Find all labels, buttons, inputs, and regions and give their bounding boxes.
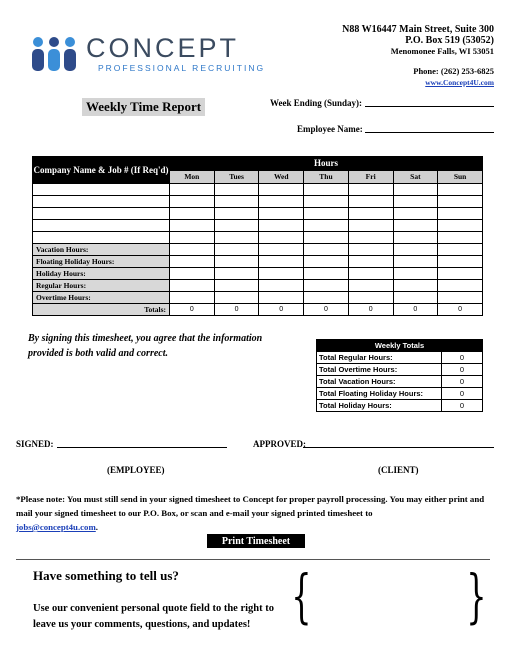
hours-cell[interactable] — [214, 268, 259, 280]
hours-cell[interactable] — [170, 196, 215, 208]
hours-cell[interactable] — [438, 208, 483, 220]
hours-cell[interactable] — [438, 244, 483, 256]
day-header: Sat — [393, 170, 438, 184]
left-brace-icon: { — [291, 562, 312, 630]
day-header: Thu — [304, 170, 349, 184]
weekly-total-label: Total Holiday Hours: — [317, 400, 442, 412]
hours-cell[interactable] — [170, 280, 215, 292]
section-divider — [16, 559, 490, 560]
hours-cell[interactable] — [304, 184, 349, 196]
hours-cell[interactable] — [214, 256, 259, 268]
feedback-title: Have something to tell us? — [33, 568, 179, 583]
contact-info — [413, 66, 494, 88]
company-job-cell[interactable] — [33, 232, 170, 244]
week-ending-label: Week Ending (Sunday): — [270, 98, 363, 108]
hours-cell[interactable] — [214, 208, 259, 220]
address-line-1: N88 W16447 Main Street, Suite 300 — [342, 24, 494, 35]
table-row — [33, 244, 483, 256]
employee-caption: (EMPLOYEE) — [107, 465, 165, 475]
hours-cell[interactable] — [170, 256, 215, 268]
hours-cell[interactable] — [393, 292, 438, 304]
weekly-total-row — [317, 400, 483, 412]
hours-cell[interactable] — [438, 292, 483, 304]
feedback-body: Use our convenient personal quote field to the right to leave us your comments, questions, and updates! — [33, 603, 275, 630]
hours-cell[interactable] — [393, 268, 438, 280]
category-label: Regular Hours: — [33, 280, 170, 292]
weekly-total-value: 0 — [442, 400, 483, 412]
hours-cell[interactable] — [393, 196, 438, 208]
hours-cell[interactable] — [348, 256, 393, 268]
table-row — [33, 268, 483, 280]
hours-cell[interactable] — [393, 220, 438, 232]
agreement-text: By signing this timesheet, you agree that the information provided is both valid and correct. — [28, 333, 263, 359]
week-ending-field[interactable] — [365, 106, 494, 107]
hours-cell[interactable] — [438, 184, 483, 196]
brand-tagline: PROFESSIONAL RECRUITING — [98, 63, 266, 73]
weekly-total-row — [317, 352, 483, 364]
employee-name-field[interactable] — [365, 132, 494, 133]
hours-cell[interactable] — [438, 256, 483, 268]
hours-cell[interactable] — [393, 244, 438, 256]
hours-cell[interactable] — [348, 196, 393, 208]
hours-cell[interactable] — [304, 208, 349, 220]
hours-cell[interactable] — [259, 292, 304, 304]
table-row — [33, 220, 483, 232]
weekly-total-label: Total Overtime Hours: — [317, 364, 442, 376]
hours-cell[interactable] — [170, 292, 215, 304]
address-line-2: P.O. Box 519 (53052) — [405, 35, 494, 46]
day-header: Sun — [438, 170, 483, 184]
hours-cell[interactable] — [348, 280, 393, 292]
hours-cell[interactable] — [259, 244, 304, 256]
brand-wordmark: CONCEPT — [86, 33, 240, 63]
hours-cell[interactable] — [214, 232, 259, 244]
hours-cell[interactable] — [304, 292, 349, 304]
day-header: Tues — [214, 170, 259, 184]
hours-cell[interactable] — [348, 208, 393, 220]
weekly-totals-table — [316, 339, 483, 412]
hours-cell[interactable] — [259, 232, 304, 244]
hours-cell[interactable] — [214, 280, 259, 292]
weekly-total-label: Total Regular Hours: — [317, 352, 442, 364]
hours-cell[interactable] — [348, 268, 393, 280]
report-title: Weekly Time Report — [82, 98, 205, 116]
hours-cell[interactable] — [259, 184, 304, 196]
day-total: 0 — [304, 304, 349, 316]
weekly-total-row — [317, 364, 483, 376]
hours-cell[interactable] — [393, 280, 438, 292]
totals-label: Totals: — [33, 304, 170, 316]
day-total: 0 — [214, 304, 259, 316]
hours-cell[interactable] — [304, 268, 349, 280]
hours-cell[interactable] — [304, 244, 349, 256]
hours-cell[interactable] — [438, 220, 483, 232]
hours-cell[interactable] — [438, 280, 483, 292]
hours-cell[interactable] — [259, 220, 304, 232]
weekly-total-row — [317, 376, 483, 388]
hours-cell[interactable] — [170, 220, 215, 232]
hours-cell[interactable] — [170, 244, 215, 256]
category-label: Vacation Hours: — [33, 244, 170, 256]
employee-name-label: Employee Name: — [297, 124, 363, 134]
company-job-header: Company Name & Job # (If Req'd) — [33, 157, 170, 184]
hours-cell[interactable] — [393, 184, 438, 196]
hours-cell[interactable] — [170, 232, 215, 244]
weekly-total-value: 0 — [442, 364, 483, 376]
hours-cell[interactable] — [393, 256, 438, 268]
email-link[interactable]: jobs@concept4u.com — [16, 522, 96, 532]
hours-cell[interactable] — [304, 256, 349, 268]
hours-cell[interactable] — [214, 184, 259, 196]
payroll-note-text: *Please note: You must still send in your signed timesheet to Concept for proper payroll processing. You may either print and mail your signed timesheet to our P.O. Box, or scan and e-mail your signed printed timesheet to — [16, 494, 485, 518]
company-job-cell[interactable] — [33, 220, 170, 232]
day-total: 0 — [393, 304, 438, 316]
table-row — [33, 196, 483, 208]
note-suffix: . — [95, 522, 98, 532]
day-total: 0 — [348, 304, 393, 316]
approved-label: APPROVED: — [253, 439, 306, 449]
company-address — [342, 24, 494, 57]
day-header: Mon — [170, 170, 215, 184]
payroll-note — [16, 492, 494, 534]
table-row — [33, 292, 483, 304]
hours-table — [32, 156, 483, 316]
table-row — [33, 184, 483, 196]
hours-cell[interactable] — [348, 292, 393, 304]
day-total: 0 — [438, 304, 483, 316]
hours-cell[interactable] — [304, 196, 349, 208]
client-caption: (CLIENT) — [378, 465, 419, 475]
weekly-total-value: 0 — [442, 376, 483, 388]
hours-cell[interactable] — [259, 196, 304, 208]
table-row — [33, 256, 483, 268]
table-row — [33, 208, 483, 220]
day-total: 0 — [259, 304, 304, 316]
website-link[interactable]: www.Concept4U.com — [425, 78, 494, 87]
totals-row — [33, 304, 483, 316]
hours-cell[interactable] — [170, 268, 215, 280]
table-row — [33, 280, 483, 292]
weekly-totals-header: Weekly Totals — [317, 340, 483, 352]
hours-cell[interactable] — [170, 184, 215, 196]
hours-cell[interactable] — [259, 280, 304, 292]
category-label: Floating Holiday Hours: — [33, 256, 170, 268]
hours-cell[interactable] — [214, 220, 259, 232]
hours-cell[interactable] — [259, 256, 304, 268]
hours-cell[interactable] — [259, 268, 304, 280]
hours-cell[interactable] — [348, 220, 393, 232]
hours-cell[interactable] — [214, 196, 259, 208]
hours-cell[interactable] — [259, 208, 304, 220]
hours-cell[interactable] — [304, 232, 349, 244]
print-timesheet-button[interactable]: Print Timesheet — [207, 534, 305, 548]
category-label: Holiday Hours: — [33, 268, 170, 280]
hours-cell[interactable] — [438, 268, 483, 280]
day-header: Fri — [348, 170, 393, 184]
right-brace-icon: } — [466, 562, 487, 630]
hours-cell[interactable] — [348, 184, 393, 196]
company-job-cell[interactable] — [33, 184, 170, 196]
day-header: Wed — [259, 170, 304, 184]
hours-cell[interactable] — [393, 208, 438, 220]
client-signature-field[interactable] — [303, 447, 494, 448]
hours-cell[interactable] — [348, 232, 393, 244]
company-job-cell[interactable] — [33, 196, 170, 208]
address-line-3: Menomonee Falls, WI 53051 — [390, 46, 494, 56]
hours-cell[interactable] — [304, 220, 349, 232]
hours-cell[interactable] — [438, 196, 483, 208]
phone-number: Phone: (262) 253-6825 — [413, 66, 494, 76]
hours-header: Hours — [170, 157, 483, 171]
category-label: Overtime Hours: — [33, 292, 170, 304]
comments-field[interactable] — [291, 562, 487, 636]
weekly-total-row — [317, 388, 483, 400]
weekly-total-value: 0 — [442, 388, 483, 400]
day-total: 0 — [170, 304, 215, 316]
weekly-total-value: 0 — [442, 352, 483, 364]
hours-cell[interactable] — [393, 232, 438, 244]
weekly-total-label: Total Floating Holiday Hours: — [317, 388, 442, 400]
hours-cell[interactable] — [304, 280, 349, 292]
hours-cell[interactable] — [438, 232, 483, 244]
hours-cell[interactable] — [348, 244, 393, 256]
hours-cell[interactable] — [214, 244, 259, 256]
table-row — [33, 232, 483, 244]
company-job-cell[interactable] — [33, 208, 170, 220]
employee-signature-field[interactable] — [57, 447, 227, 448]
concept-logo-icon — [30, 35, 78, 73]
hours-cell[interactable] — [170, 208, 215, 220]
weekly-total-label: Total Vacation Hours: — [317, 376, 442, 388]
hours-cell[interactable] — [214, 292, 259, 304]
signed-label: SIGNED: — [16, 439, 54, 449]
